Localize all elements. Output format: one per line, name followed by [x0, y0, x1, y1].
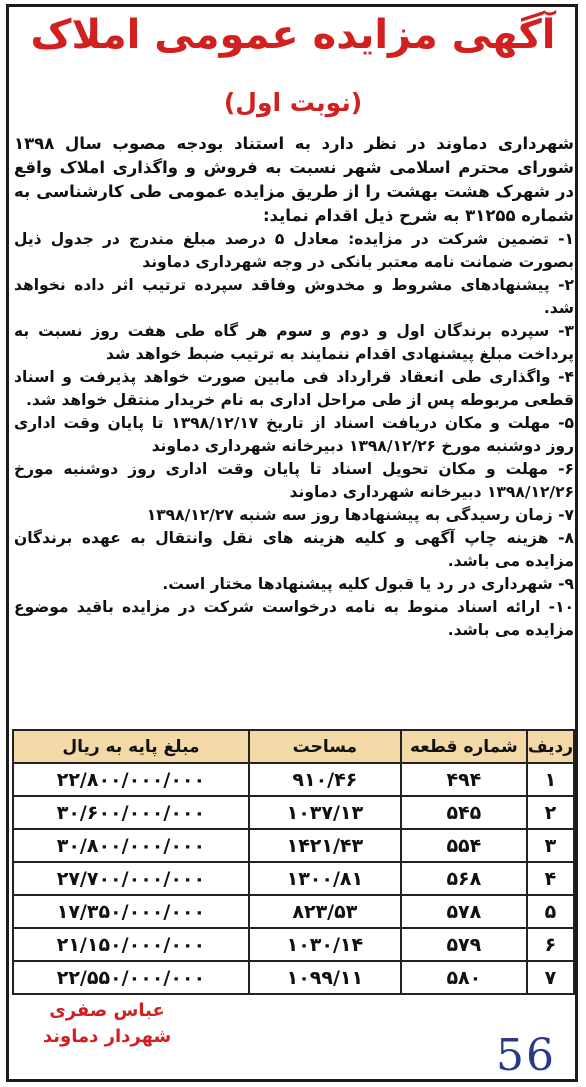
parcels-table — [12, 729, 575, 995]
header-row-number: ردیف — [527, 730, 574, 763]
table-row — [13, 862, 574, 895]
notice-item-2: ۲- پیشنهادهای مشروط و مخدوش وفاقد سپرده ترتیب اثر داده نخواهد شد. — [14, 276, 574, 317]
parcels-table-wrap — [12, 729, 575, 995]
notice-item-9: ۹- شهرداری در رد یا قبول کلیه پیشنهادها مختار است. — [162, 575, 574, 593]
notice-item-1: ۱- تضمین شرکت در مزایده: معادل ۵ درصد مبلغ مندرج در جدول ذیل بصورت ضمانت نامه معتبر بانکی در وجه شهرداری دماوند — [14, 230, 574, 271]
header-parcel-number: شماره قطعه — [401, 730, 527, 763]
cell-row-number: ۵ — [527, 895, 574, 928]
cell-row-number: ۲ — [527, 796, 574, 829]
handwritten-mark: 56 — [496, 1030, 556, 1081]
notice-item-10: ۱۰- ارائه اسناد منوط به نامه درخواست شرکت در مزایده باقید موضوع مزایده می باشد. — [14, 598, 574, 639]
table-row — [13, 796, 574, 829]
cell-row-number: ۴ — [527, 862, 574, 895]
cell-parcel-number: ۵۷۹ — [401, 928, 527, 961]
cell-base-price: ۳۰/۶۰۰/۰۰۰/۰۰۰ — [13, 796, 249, 829]
cell-area: ۱۰۳۰/۱۴ — [249, 928, 401, 961]
cell-area: ۱۳۰۰/۸۱ — [249, 862, 401, 895]
cell-area: ۱۴۲۱/۴۳ — [249, 829, 401, 862]
table-row — [13, 895, 574, 928]
cell-base-price: ۲۲/۸۰۰/۰۰۰/۰۰۰ — [13, 763, 249, 796]
cell-row-number: ۷ — [527, 961, 574, 994]
notice-intro: شهرداری دماوند در نظر دارد به استناد بودجه مصوب سال ۱۳۹۸ شورای محترم اسلامی شهر نسبت به فروش و واگذاری املاک واقع در شهرک هشت بهشت را از طریق مزایده عمومی طی کارشناسی به شماره ۳۱۲۵۵ به شرح ذیل اقدام نماید: — [14, 134, 574, 225]
notice-item-6: ۶- مهلت و مکان تحویل اسناد تا پایان وقت اداری روز دوشنبه مورخ ۱۳۹۸/۱۲/۲۶ دبیرخانه شهرداری دماوند — [14, 460, 574, 501]
cell-parcel-number: ۵۷۸ — [401, 895, 527, 928]
cell-row-number: ۱ — [527, 763, 574, 796]
table-row — [13, 928, 574, 961]
notice-title: آگهی مزایده عمومی املاک — [30, 12, 556, 58]
notice-subtitle: (نوبت اول) — [223, 88, 363, 117]
cell-base-price: ۲۱/۱۵۰/۰۰۰/۰۰۰ — [13, 928, 249, 961]
cell-row-number: ۶ — [527, 928, 574, 961]
notice-item-5: ۵- مهلت و مکان دریافت اسناد از تاریخ ۱۳۹۸/۱۲/۱۷ تا پایان وقت اداری روز دوشنبه مورخ ۱۳۹۸/۱۲/۲۶ دبیرخانه شهرداری دماوند — [14, 414, 574, 455]
table-row — [13, 763, 574, 796]
header-area: مساحت — [249, 730, 401, 763]
table-row — [13, 829, 574, 862]
signatory-name: عباس صفری — [49, 1000, 165, 1021]
cell-parcel-number: ۵۴۵ — [401, 796, 527, 829]
cell-base-price: ۲۲/۵۵۰/۰۰۰/۰۰۰ — [13, 961, 249, 994]
signature-block — [22, 998, 192, 1050]
notice-item-8: ۸- هزینه چاپ آگهی و کلیه هزینه های نقل وانتقال به عهده برندگان مزایده می باشد. — [14, 529, 574, 570]
table-row — [13, 961, 574, 994]
cell-area: ۱۰۳۷/۱۳ — [249, 796, 401, 829]
notice-item-4: ۴- واگذاری طی انعقاد قرارداد فی مابین صورت خواهد پذیرفت و اسناد قطعی مربوطه پس از طی مراحل اداری به نام خریدار منتقل خواهد شد. — [14, 368, 574, 409]
notice-item-7: ۷- زمان رسیدگی به پیشنهادها روز سه شنبه ۱۳۹۸/۱۲/۲۷ — [146, 506, 574, 524]
table-header-row — [13, 730, 574, 763]
header-base-price: مبلغ پایه به ریال — [13, 730, 249, 763]
notice-item-3: ۳- سپرده برندگان اول و دوم و سوم هر گاه طی هفت روز نسبت به پرداخت مبلغ پیشنهادی اقدام ننمایند به ترتیب ضبط خواهد شد — [14, 322, 574, 363]
notice-body — [14, 132, 574, 642]
cell-area: ۹۱۰/۴۶ — [249, 763, 401, 796]
signatory-role: شهردار دماوند — [42, 1026, 172, 1047]
cell-base-price: ۲۷/۷۰۰/۰۰۰/۰۰۰ — [13, 862, 249, 895]
cell-base-price: ۱۷/۳۵۰/۰۰۰/۰۰۰ — [13, 895, 249, 928]
cell-base-price: ۳۰/۸۰۰/۰۰۰/۰۰۰ — [13, 829, 249, 862]
cell-area: ۸۲۳/۵۳ — [249, 895, 401, 928]
cell-parcel-number: ۵۸۰ — [401, 961, 527, 994]
cell-parcel-number: ۴۹۴ — [401, 763, 527, 796]
cell-parcel-number: ۵۵۴ — [401, 829, 527, 862]
cell-parcel-number: ۵۶۸ — [401, 862, 527, 895]
cell-area: ۱۰۹۹/۱۱ — [249, 961, 401, 994]
cell-row-number: ۳ — [527, 829, 574, 862]
